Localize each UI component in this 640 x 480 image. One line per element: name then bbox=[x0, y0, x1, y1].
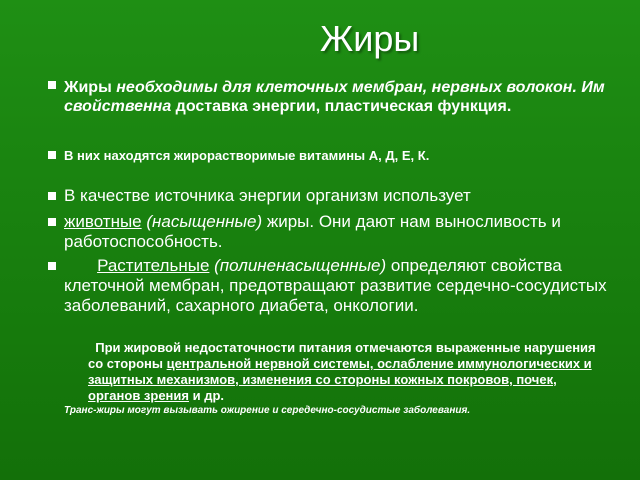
bullet-marker bbox=[48, 218, 56, 226]
bullet-text: В них находятся жирорастворимые витамины А, Д, Е, К. bbox=[64, 148, 430, 163]
bullet-marker bbox=[48, 151, 56, 159]
bullet-fat-functions bbox=[64, 78, 612, 116]
slide-title: Жиры bbox=[320, 18, 420, 59]
indent bbox=[64, 256, 97, 275]
bullet-text: В качестве источника энергии организм использует bbox=[64, 186, 471, 205]
bullet-rest: жиры. Они дают нам выносливость и работоспособность. bbox=[64, 212, 561, 251]
bullet-vitamins bbox=[64, 148, 612, 164]
bullet-rest: доставка энергии, пластическая функция. bbox=[171, 98, 512, 115]
note-tail: и др. bbox=[189, 388, 225, 403]
bullet-plant-fats bbox=[64, 256, 612, 316]
bullet-energy-source bbox=[64, 186, 612, 206]
note-lead: При жировой недостаточности питания отмечаются выраженные нарушения со стороны bbox=[88, 340, 600, 371]
fat-deficiency-note bbox=[88, 340, 612, 404]
animal-fats-term: животные bbox=[64, 212, 142, 231]
note-underlined: центральной нервной системы, ослабление иммунологических и защитных механизмов, изменения со стороны кожных покровов, почек, органов зрения bbox=[88, 356, 592, 403]
bullet-lead: Жиры bbox=[64, 79, 117, 96]
bullet-marker bbox=[48, 192, 56, 200]
bullet-marker bbox=[48, 81, 56, 89]
bullet-animal-fats bbox=[64, 212, 612, 252]
bullet-italic: необходимы для клеточных мембран, нервных волокон. Им свойственна bbox=[64, 79, 605, 115]
trans-fats-note: Транс-жиры могут вызывать ожирение и середечно-сосудистые заболевания. bbox=[64, 405, 471, 416]
plant-fats-term: Растительные bbox=[97, 256, 210, 275]
saturated-note: (насыщенные) bbox=[141, 212, 263, 231]
polyunsaturated-note: (полиненасыщенные) bbox=[209, 256, 387, 275]
bullet-rest: определяют свойства клеточной мембран, предотвращают развитие сердечно-сосудистых заболеваний, сахарного диабета, онкологии. bbox=[64, 256, 607, 315]
bullet-marker bbox=[48, 262, 56, 270]
